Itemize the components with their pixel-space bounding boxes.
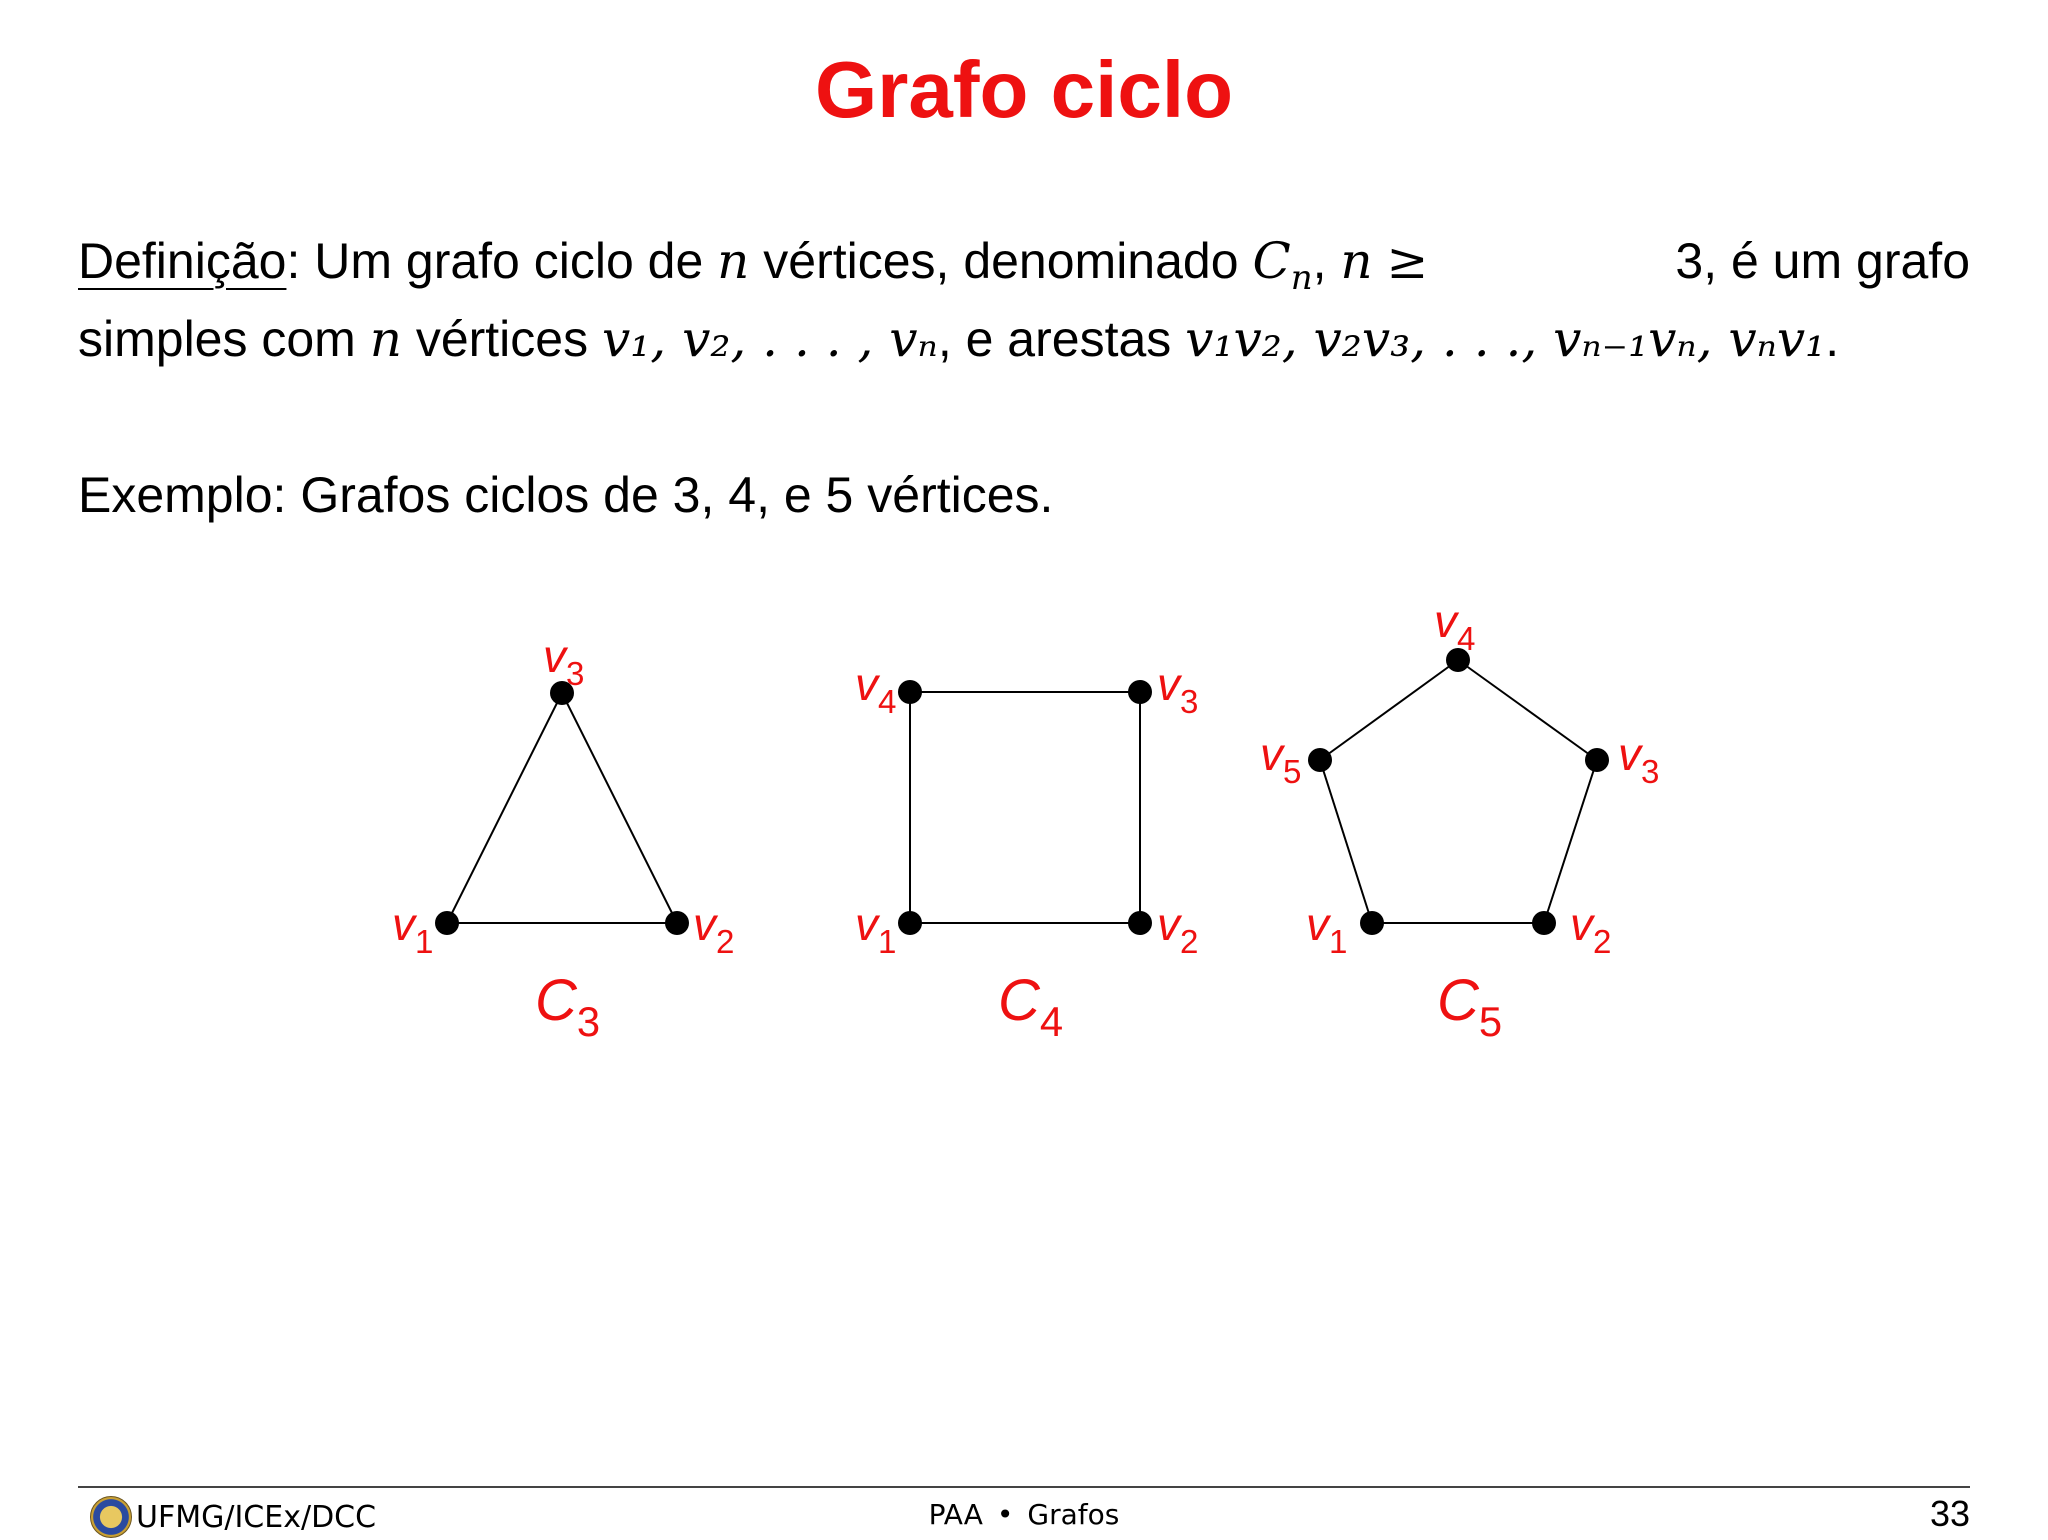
footer-institution: UFMG/ICEx/DCC [136,1499,377,1535]
graph-caption-C3 [535,968,600,1045]
definition-text: vértices, denominado [749,233,1253,289]
definition-text: simples com [78,311,370,367]
definition-text: , [1312,233,1341,289]
math-C-sub: n [1290,257,1313,298]
definition-label: Definição [78,233,287,289]
vertex-label-C4-3-main: v [1157,658,1180,710]
footer-course: PAA [928,1498,983,1531]
math-n: n [369,310,402,368]
vertex-label-C4-3 [1157,658,1198,721]
graph-caption-C3-main: C [535,968,577,1033]
graph-C3 [392,630,734,1045]
slide-title: Grafo ciclo [815,45,1233,134]
vertex-label-C3-2 [693,898,734,961]
vertex-label-C4-4-sub: 4 [878,683,897,721]
definition-text: vértices [401,311,602,367]
vertex-label-C5-3 [1618,728,1659,791]
vertex-label-C3-3-sub: 3 [566,655,585,693]
vertex-label-C4-4 [855,658,896,721]
edge-C3-3 [447,693,562,923]
graph-caption-C5-sub: 5 [1478,998,1503,1046]
graph-caption-C4 [998,968,1063,1045]
graph-caption-C3-sub: 3 [576,998,601,1046]
vertex-label-C5-4-main: v [1434,595,1457,647]
vertex-label-C4-3-sub: 3 [1180,683,1199,721]
vertex-label-C5-5-sub: 5 [1283,753,1302,791]
definition-text: , e arestas [937,311,1186,367]
vertex-C5-2 [1532,911,1556,935]
vertex-C5-5 [1308,748,1332,772]
vertex-label-C3-3-main: v [543,630,566,682]
graphs-layer [392,595,1659,1045]
vertex-label-C5-5 [1260,728,1301,791]
math-C: C [1252,232,1291,290]
vertex-label-C3-2-main: v [693,898,716,950]
example-text: Exemplo: Grafos ciclos de 3, 4, e 5 vértices. [78,467,1054,523]
vertex-C5-1 [1360,911,1384,935]
math-vertex-list: v₁, v₂, . . . , vₙ [602,310,938,368]
definition-text: 3, é um grafo [1675,233,1970,289]
vertex-label-C5-1-sub: 1 [1329,923,1348,961]
vertex-label-C5-2-sub: 2 [1593,923,1612,961]
vertex-label-C4-2-sub: 2 [1180,923,1199,961]
edge-C3-2 [562,693,677,923]
definition-text: . [1825,311,1840,367]
graph-caption-C5-main: C [1437,968,1479,1033]
vertex-label-C3-1-sub: 1 [415,923,434,961]
graph-C5 [1260,595,1659,1045]
vertex-C3-2 [665,911,689,935]
vertex-label-C4-1 [855,898,896,961]
vertex-label-C5-2-main: v [1570,898,1593,950]
graph-caption-C4-sub: 4 [1039,998,1064,1046]
vertex-C4-1 [898,911,922,935]
graph-caption-C4-main: C [998,968,1040,1033]
vertex-C4-2 [1128,911,1152,935]
vertex-label-C5-1-main: v [1306,898,1329,950]
math-n: n [1340,232,1373,290]
edge-C5-4 [1320,660,1458,760]
vertex-label-C4-1-main: v [855,898,878,950]
vertex-C4-3 [1128,680,1152,704]
page-number: 33 [1929,1493,1970,1534]
vertex-label-C3-1 [392,898,433,961]
vertex-label-C5-4-sub: 4 [1457,620,1476,658]
vertex-label-C3-2-sub: 2 [716,923,735,961]
definition-text: : Um grafo ciclo de [286,233,718,289]
graph-C4 [855,658,1198,1045]
vertex-C5-3 [1585,748,1609,772]
vertex-C4-4 [898,680,922,704]
footer-topic: Grafos [1027,1498,1120,1531]
math-n: n [717,232,750,290]
vertex-label-C5-3-main: v [1618,728,1641,780]
footer-rule [78,1486,1970,1488]
vertex-label-C5-3-sub: 3 [1641,753,1660,791]
vertex-label-C3-1-main: v [392,898,415,950]
vertex-C3-1 [435,911,459,935]
vertex-label-C5-5-main: v [1260,728,1283,780]
vertex-label-C4-2-main: v [1157,898,1180,950]
vertex-label-C5-4 [1434,595,1475,658]
math-edge-list: v₁v₂, v₂v₃, . . ., vₙ₋₁vₙ, vₙv₁ [1185,310,1826,368]
footer-center [0,1497,2048,1533]
graph-caption-C5 [1437,968,1502,1045]
vertex-label-C5-1 [1306,898,1347,961]
math-geq: ≥ [1386,232,1429,290]
vertex-label-C4-2 [1157,898,1198,961]
edge-C5-3 [1458,660,1597,760]
vertex-label-C5-2 [1570,898,1611,961]
vertex-label-C4-1-sub: 1 [878,923,897,961]
vertex-label-C4-4-main: v [855,658,878,710]
footer-separator: • [996,1498,1014,1531]
